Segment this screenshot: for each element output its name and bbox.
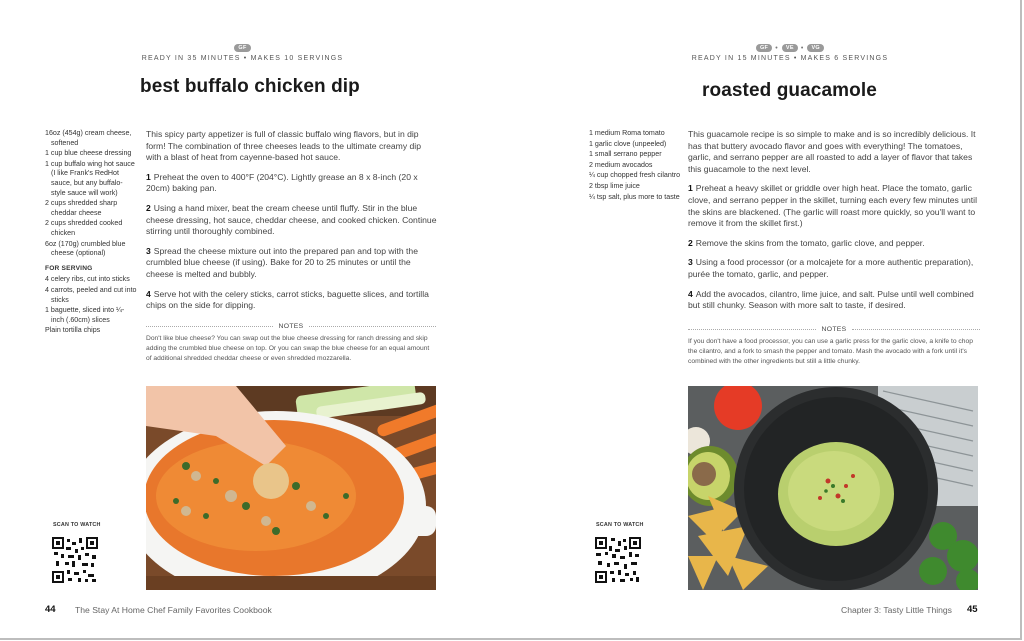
notes-text: If you don't have a food processor, you can use a garlic press for the garlic clove, a knife to chop the cilantro, and a fork to smash the pepper and tomato. Mash the avocado with a fork until it's combined with the other ingredients but still a little chunky. [688, 338, 973, 365]
right-page [510, 0, 1020, 638]
serving-heading: FOR SERVING [45, 264, 93, 272]
recipe-intro: This spicy party appetizer is full of classic buffalo wing flavors, but in dip form! The combination of three cheeses leads to the ultimate creamy dip with a blast of heat from cayenne-based hot sauce. [146, 129, 421, 163]
serving-ingredient: 4 carrots, peeled and cut into sticks [45, 285, 137, 304]
recipe-intro: This guacamole recipe is so simple to make and is so incredibly delicious. It has that buttery avocado flavor and goes with everything! The tomatoes, garlic, and serrano pepper are all roasted to add a layer of flavor that takes this guacamole to the next level. [688, 129, 976, 174]
ingredient: 1 cup buffalo wing hot sauce (I like Frank's RedHot sauce, but any buffalo-style sauce will work) [45, 159, 135, 197]
divider [852, 329, 980, 330]
recipe-title: roasted guacamole [702, 80, 877, 101]
serving-ingredient: 1 baguette, sliced into ¼-inch (.60cm) slices [45, 306, 125, 324]
step-4: 4 Serve hot with the celery sticks, carrot sticks, baguette slices, and tortilla chips on the side for dipping. [146, 288, 429, 311]
step-2: 2 Remove the skins from the tomato, garlic clove, and pepper. [688, 237, 925, 248]
page-number: 44 [45, 604, 56, 615]
ingredient: 6oz (170g) crumbled blue cheese (optional) [45, 239, 126, 258]
qr-code-icon [595, 537, 641, 583]
guacamole-photo [688, 386, 978, 590]
diet-badges: GF • VE • VG [690, 44, 890, 52]
scan-label: SCAN TO WATCH [53, 522, 101, 528]
scan-label: SCAN TO WATCH [596, 522, 644, 528]
ready-servings: READY IN 15 MINUTES • MAKES 6 SERVINGS [691, 55, 889, 62]
diet-badges [140, 44, 345, 52]
qr-code[interactable] [595, 537, 641, 583]
step-4: 4 Add the avocados, cilantro, lime juice, and salt. Pulse until well combined but still chunky. Season with more salt to taste, if desired. [688, 288, 974, 311]
ingredient: 1 medium Roma tomato [589, 129, 665, 137]
buffalo-dip-photo [146, 386, 436, 590]
serving-ingredient: Plain tortilla chips [45, 326, 101, 335]
serving-ingredient: 4 celery ribs, cut into sticks [45, 275, 130, 284]
recipe-body [688, 129, 980, 320]
notes-text: Don't like blue cheese? You can swap out the blue cheese dressing for ranch dressing and skip adding the crumbled blue cheese on top. Or you can swap the blue cheese for an equal amount of additional shredded cheddar cheese or even shredded mozzarella. [146, 335, 430, 362]
buffalo-dip-image-icon [146, 386, 436, 590]
guacamole-image-icon [688, 386, 978, 590]
chapter-footer: Chapter 3: Tasty Little Things [841, 605, 952, 615]
divider [688, 329, 816, 330]
badge-vg: VG [807, 44, 824, 52]
qr-code[interactable] [52, 537, 98, 583]
book-title-footer: The Stay At Home Chef Family Favorites Cookbook [75, 605, 272, 615]
recipe-title: best buffalo chicken dip [140, 76, 360, 97]
ingredient: 2 medium avocados [589, 160, 653, 169]
ingredient: 1 cup blue cheese dressing [45, 149, 132, 158]
step-1: 1 Preheat the oven to 400°F (204°C). Lightly grease an 8 x 8-inch (20 x 20cm) baking pan. [146, 171, 418, 194]
qr-code-icon [52, 537, 98, 583]
badge-ve: VE [782, 44, 798, 52]
notes-label: NOTES [821, 326, 847, 333]
recipe-body [146, 129, 438, 320]
ready-servings: READY IN 35 MINUTES • MAKES 10 SERVINGS [141, 55, 344, 62]
page-number: 45 [967, 604, 978, 615]
ingredient: 1 garlic clove (unpeeled) [589, 139, 667, 148]
step-1: 1 Preheat a heavy skillet or griddle over high heat. Place the tomato, garlic clove, and serrano pepper in the skillet, turning each every few minutes until the skins are blackened. (The garlic will roast more quickly, so you'll want to remove it from the skillet first.) [688, 183, 978, 229]
ingredient: 1 small serrano pepper [589, 150, 662, 159]
badge-gf: GF [234, 44, 250, 52]
left-page [0, 0, 510, 638]
divider [146, 326, 273, 327]
ingredient: ¼ cup chopped fresh cilantro [589, 171, 681, 180]
ingredient: 2 tbsp lime juice [589, 181, 640, 190]
badge-gf: GF [756, 44, 772, 52]
ingredients-list [589, 129, 681, 203]
ingredient: 16oz (454g) cream cheese, softened [45, 129, 132, 147]
notes-section [146, 323, 436, 363]
divider [309, 326, 436, 327]
notes-label: NOTES [278, 323, 304, 330]
recipe-meta [690, 44, 890, 62]
ingredient: ¼ tsp salt, plus more to taste [589, 192, 680, 201]
step-3: 3 Using a food processor (or a molcajete for a more authentic preparation), purée the tomato, garlic, and pepper. [688, 257, 974, 279]
recipe-meta [140, 44, 345, 62]
ingredients-list [45, 129, 137, 337]
step-3: 3 Spread the cheese mixture out into the prepared pan and top with the crumbled blue cheese (if using). Bake for 20 to 25 minutes or until the cheese is melted and bubbly. [146, 245, 418, 279]
ingredient: 2 cups shredded cooked chicken [45, 219, 123, 237]
step-2: 2 Using a hand mixer, beat the cream cheese until fluffy. Stir in the blue cheese dressing, hot sauce, cheddar cheese, and cooked chicken. Continue stirring until thoroughly combined. [146, 202, 437, 237]
notes-section [688, 326, 980, 366]
ingredient: 2 cups shredded sharp cheddar cheese [45, 199, 118, 217]
